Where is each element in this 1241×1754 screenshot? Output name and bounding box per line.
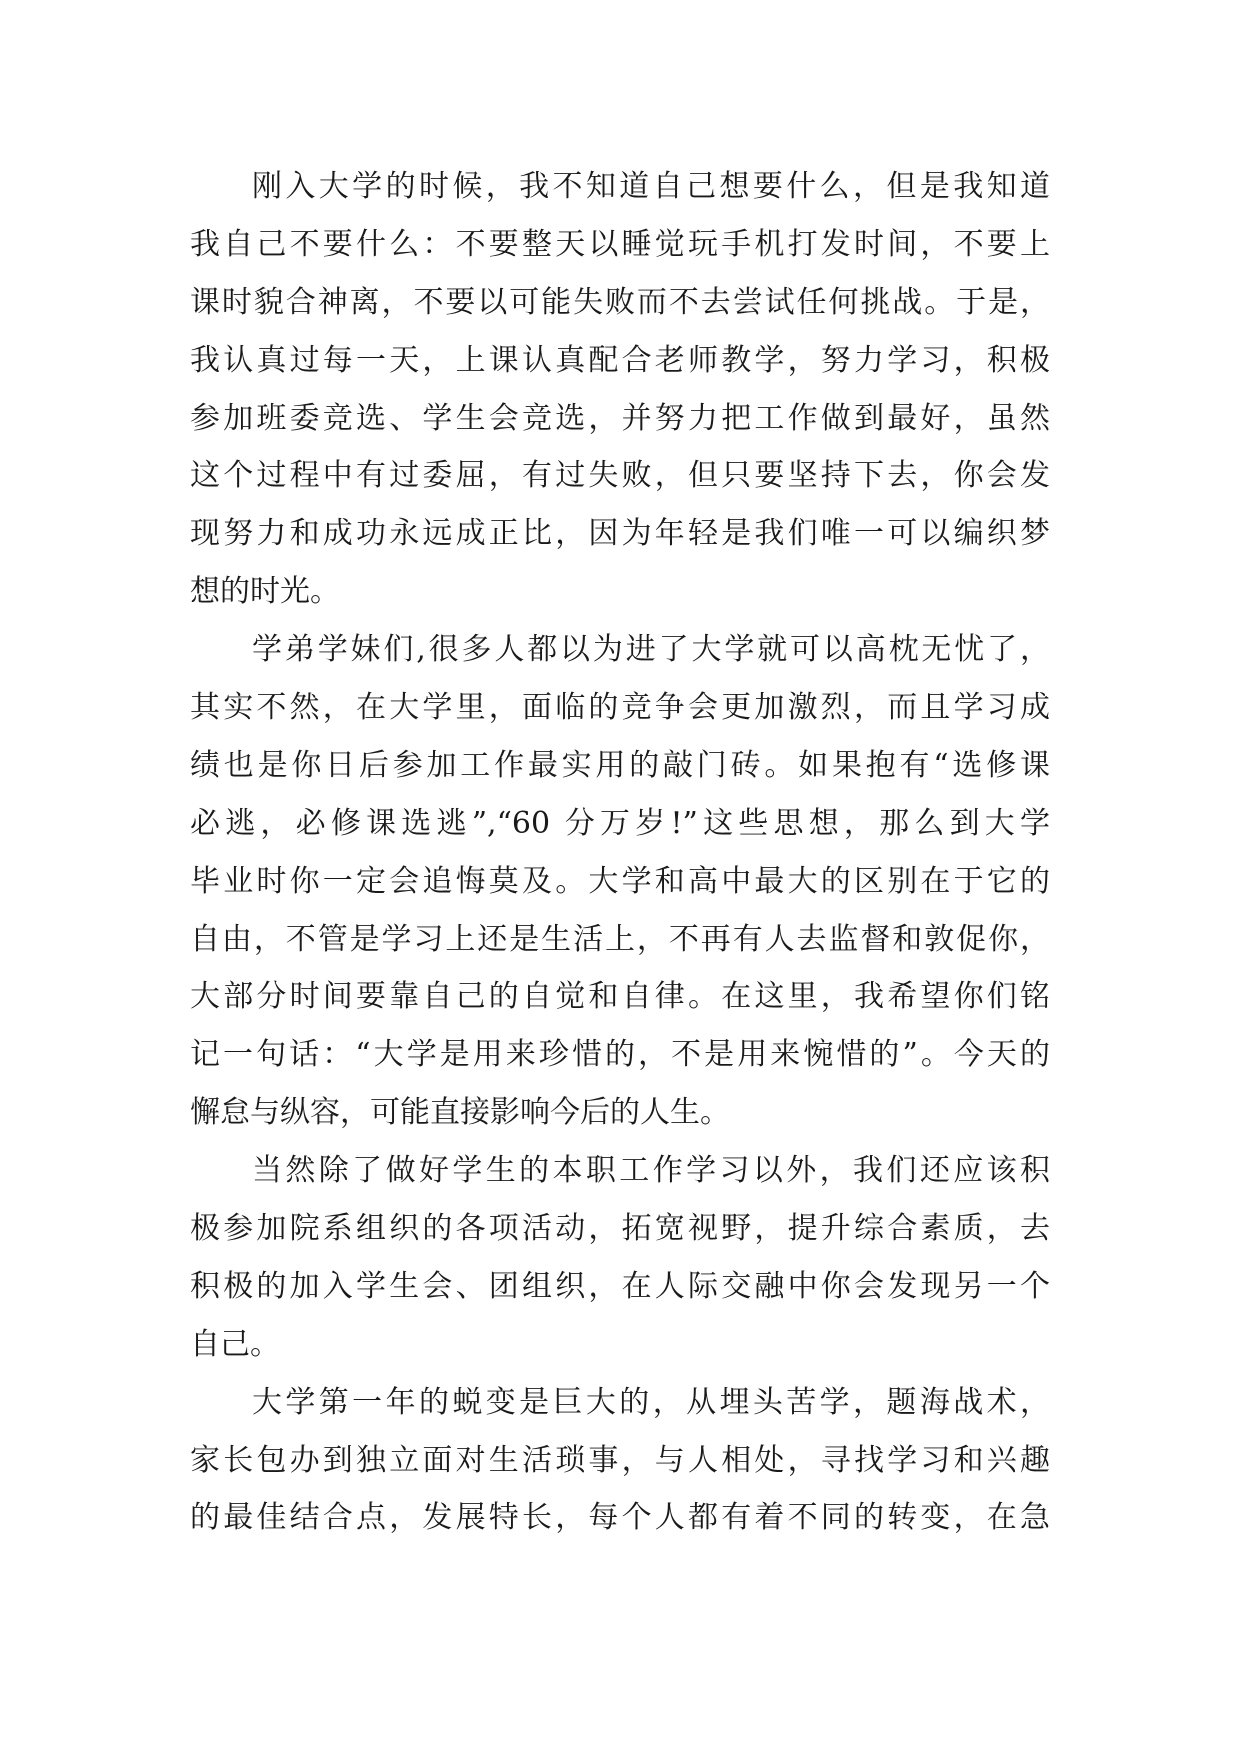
- paragraph-1-line-7: 现努力和成功永远成正比，因为年轻是我们唯一可以编织梦: [190, 516, 1050, 552]
- paragraph-1-line-8: 想的时光。: [190, 574, 340, 610]
- paragraph-3-line-2: 极参加院系组织的各项活动，拓宽视野，提升综合素质，去: [190, 1211, 1050, 1247]
- paragraph-1-line-6: 这个过程中有过委屈，有过失败，但只要坚持下去，你会发: [190, 458, 1050, 494]
- paragraph-2-line-4: 必逃，必修课选逃”,“60 分万岁!”这些思想，那么到大学: [190, 805, 1050, 841]
- paragraph-1-line-5: 参加班委竞选、学生会竞选，并努力把工作做到最好，虽然: [190, 400, 1050, 436]
- paragraph-4-line-2: 家长包办到独立面对生活琐事，与人相处，寻找学习和兴趣: [190, 1442, 1050, 1478]
- paragraph-2-line-9: 懈怠与纵容，可能直接影响今后的人生。: [190, 1095, 730, 1131]
- paragraph-4-line-3: 的最佳结合点，发展特长，每个人都有着不同的转变，在急: [190, 1500, 1050, 1536]
- paragraph-2-line-8: 记一句话：“大学是用来珍惜的，不是用来惋惜的”。今天的: [190, 1037, 1050, 1073]
- paragraph-1-line-4: 我认真过每一天，上课认真配合老师教学，努力学习，积极: [190, 342, 1050, 378]
- paragraph-2-line-6: 自由，不管是学习上还是生活上，不再有人去监督和敦促你，: [190, 921, 1050, 957]
- paragraph-1-line-1: 刚入大学的时候，我不知道自己想要什么，但是我知道: [252, 169, 1050, 204]
- paragraph-2-line-1: 学弟学妹们,很多人都以为进了大学就可以高枕无忧了，: [252, 632, 1050, 668]
- body-text: [190, 158, 1050, 1547]
- paragraph-3-line-4: 自己。: [190, 1326, 280, 1362]
- paragraph-2-line-3: 绩也是你日后参加工作最实用的敲门砖。如果抱有“选修课: [190, 747, 1050, 783]
- paragraph-3-line-3: 积极的加入学生会、团组织，在人际交融中你会发现另一个: [190, 1268, 1050, 1304]
- paragraph-2-line-7: 大部分时间要靠自己的自觉和自律。在这里，我希望你们铭: [190, 979, 1050, 1015]
- paragraph-2-line-2: 其实不然，在大学里，面临的竞争会更加激烈，而且学习成: [190, 690, 1050, 726]
- paragraph-1-line-3: 课时貌合神离，不要以可能失败而不去尝试任何挑战。于是，: [190, 284, 1050, 320]
- paragraph-3-line-1: 当然除了做好学生的本职工作学习以外，我们还应该积: [252, 1153, 1050, 1189]
- paragraph-4-line-1: 大学第一年的蜕变是巨大的，从埋头苦学，题海战术，: [252, 1384, 1050, 1420]
- paragraph-1-line-2: 我自己不要什么：不要整天以睡觉玩手机打发时间，不要上: [190, 226, 1050, 262]
- paragraph-2-line-5: 毕业时你一定会追悔莫及。大学和高中最大的区别在于它的: [190, 863, 1050, 899]
